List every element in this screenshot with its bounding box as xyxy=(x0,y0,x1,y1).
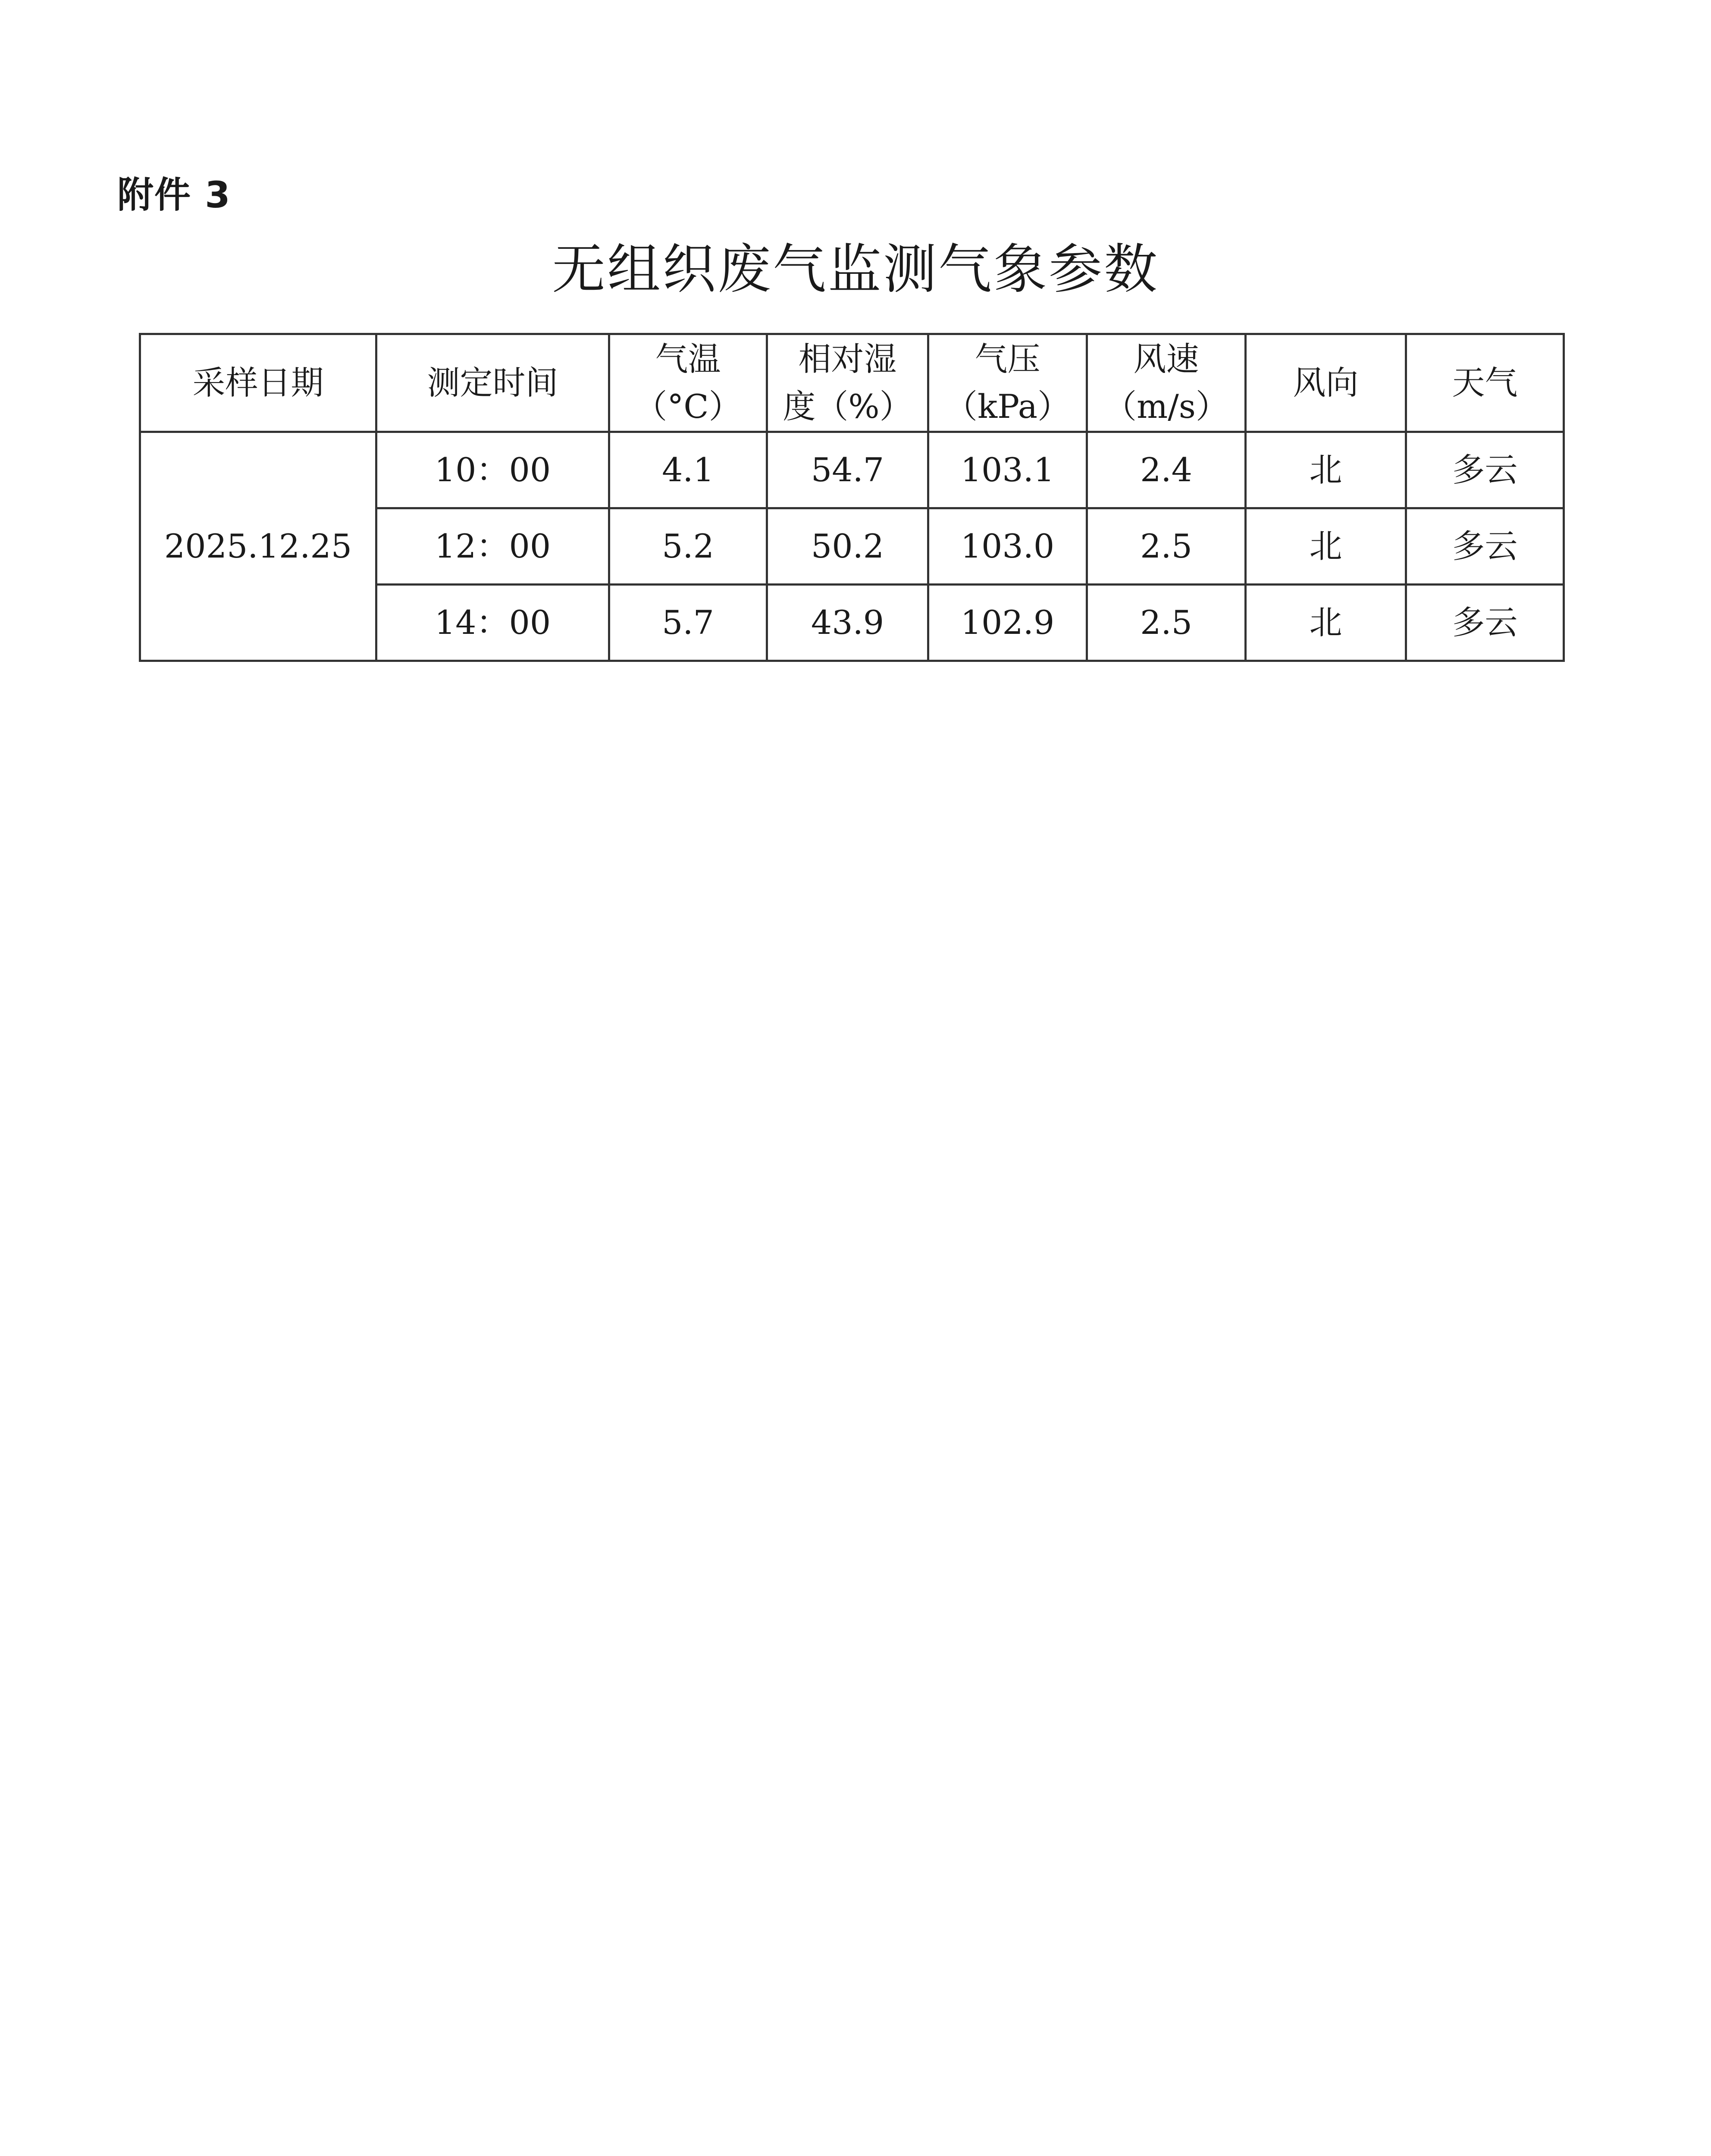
wind-direction-cell: 北 xyxy=(1246,508,1406,585)
humidity-cell: 50.2 xyxy=(767,508,928,585)
temperature-cell: 4.1 xyxy=(609,432,767,508)
header-measure-time: 测定时间 xyxy=(376,334,609,432)
temperature-cell: 5.7 xyxy=(609,585,767,661)
attachment-label: 附件 3 xyxy=(117,174,231,216)
header-weather: 天气 xyxy=(1406,334,1564,432)
document-title: 无组织废气监测气象参数 xyxy=(552,238,1159,301)
table-header-row xyxy=(140,334,1564,432)
pressure-cell: 102.9 xyxy=(928,585,1087,661)
time-cell: 10：00 xyxy=(376,432,609,508)
humidity-cell: 43.9 xyxy=(767,585,928,661)
header-temperature: 气温 （°C） xyxy=(609,334,767,432)
time-cell: 12：00 xyxy=(376,508,609,585)
header-wind-speed: 风速 （m/s） xyxy=(1087,334,1246,432)
wind-direction-cell: 北 xyxy=(1246,585,1406,661)
weather-cell: 多云 xyxy=(1406,508,1564,585)
header-pressure: 气压 （kPa） xyxy=(928,334,1087,432)
table-row xyxy=(140,432,1564,508)
header-wind-direction: 风向 xyxy=(1246,334,1406,432)
header-humidity: 相对湿 度（%） xyxy=(767,334,928,432)
pressure-cell: 103.1 xyxy=(928,432,1087,508)
weather-parameters-table xyxy=(139,333,1565,662)
wind-speed-cell: 2.4 xyxy=(1087,432,1246,508)
wind-speed-cell: 2.5 xyxy=(1087,585,1246,661)
wind-speed-cell: 2.5 xyxy=(1087,508,1246,585)
wind-direction-cell: 北 xyxy=(1246,432,1406,508)
weather-cell: 多云 xyxy=(1406,432,1564,508)
temperature-cell: 5.2 xyxy=(609,508,767,585)
header-sampling-date: 采样日期 xyxy=(140,334,376,432)
pressure-cell: 103.0 xyxy=(928,508,1087,585)
weather-cell: 多云 xyxy=(1406,585,1564,661)
time-cell: 14：00 xyxy=(376,585,609,661)
sampling-date-cell: 2025.12.25 xyxy=(140,432,376,661)
humidity-cell: 54.7 xyxy=(767,432,928,508)
